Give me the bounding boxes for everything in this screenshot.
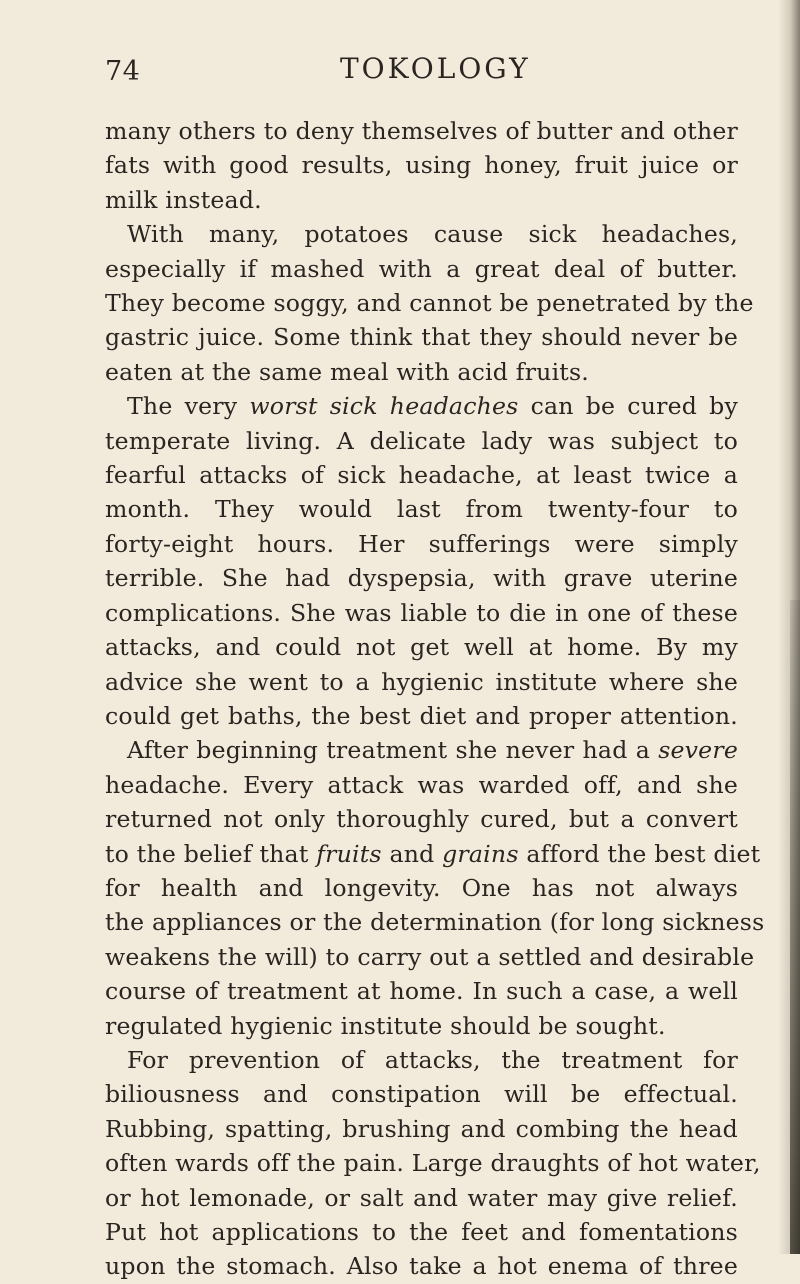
- text-line: [105, 1249, 738, 1283]
- text-line: [105, 905, 765, 939]
- text-line: [105, 630, 738, 664]
- page-edge-dark-shadow: [790, 600, 800, 1254]
- text-line: [105, 217, 738, 251]
- text-run: often wards off the pain. Large draughts of hot water,: [105, 1149, 761, 1178]
- text-line: [105, 424, 738, 458]
- text-line: [105, 1146, 761, 1180]
- page-number: 74: [105, 56, 141, 87]
- text-run: upon the stomach. Also take a hot enema of three: [105, 1252, 738, 1281]
- text-line: [105, 355, 738, 389]
- text-run: weakens the will) to carry out a settled and desirable: [105, 942, 755, 971]
- text-run: especially if mashed with a great deal of butter.: [105, 254, 738, 283]
- text-run: or hot lemonade, or salt and water may give relief.: [105, 1183, 738, 1212]
- text-line: [105, 389, 738, 423]
- text-line: [105, 492, 738, 526]
- text-run: gastric juice. Some think that they should never be: [105, 323, 738, 352]
- text-run: and: [381, 839, 443, 868]
- text-line: [105, 768, 738, 802]
- text-line: [105, 286, 754, 320]
- italic-text: worst sick headaches: [249, 392, 519, 421]
- text-line: [105, 940, 755, 974]
- text-run: With many, potatoes cause sick headaches,: [127, 220, 738, 249]
- text-run: milk instead.: [105, 185, 262, 214]
- running-title: TOKOLOGY: [340, 52, 531, 85]
- italic-text: severe: [658, 736, 738, 765]
- text-line: [105, 148, 738, 182]
- text-line: [105, 1181, 738, 1215]
- text-run: many others to deny themselves of butter and other: [105, 117, 738, 145]
- text-run: the appliances or the determination (for long sickness: [105, 908, 765, 937]
- text-line: [105, 252, 738, 286]
- text-run: For prevention of attacks, the treatment for: [127, 1045, 738, 1074]
- italic-text: grains: [442, 839, 519, 868]
- text-line: [105, 596, 738, 630]
- text-line: [105, 320, 738, 354]
- text-line: [105, 665, 738, 699]
- text-line: [105, 837, 761, 871]
- text-line: [105, 183, 738, 217]
- text-line: [105, 1077, 738, 1111]
- text-run: They become soggy, and cannot be penetrated by the: [105, 289, 754, 318]
- text-run: fats with good results, using honey, fruit juice or: [105, 151, 738, 180]
- text-line: [105, 802, 738, 836]
- text-run: returned not only thoroughly cured, but a convert: [105, 805, 738, 834]
- text-line: [105, 733, 738, 767]
- text-run: month. They would last from twenty-four to: [105, 495, 738, 524]
- text-line: [105, 699, 738, 733]
- body-text: [105, 114, 765, 1284]
- text-line: [105, 974, 738, 1008]
- text-line: [105, 1215, 738, 1249]
- text-run: headache. Every attack was warded off, and she: [105, 770, 738, 799]
- text-line: [105, 561, 738, 595]
- text-run: afford the best diet: [518, 839, 761, 868]
- text-run: temperate living. A delicate lady was subject to: [105, 426, 738, 455]
- text-run: attacks, and could not get well at home. By my: [105, 633, 738, 662]
- text-run: The very: [127, 392, 250, 421]
- text-run: fearful attacks of sick headache, at least twice a: [105, 461, 738, 490]
- text-line: [105, 871, 738, 905]
- text-line: [105, 1009, 738, 1043]
- text-run: Rubbing, spatting, brushing and combing the head: [105, 1114, 738, 1143]
- text-run: for health and longevity. One has not always: [105, 873, 738, 902]
- text-run: can be cured by: [518, 392, 738, 421]
- page-header: [105, 52, 745, 92]
- text-run: terrible. She had dyspepsia, with grave uterine: [105, 564, 738, 593]
- text-line: [105, 1043, 738, 1077]
- text-line: [105, 527, 738, 561]
- text-line: [105, 1112, 738, 1146]
- text-run: regulated hygienic institute should be sought.: [105, 1011, 666, 1040]
- text-run: forty-eight hours. Her sufferings were simply: [105, 529, 738, 558]
- text-run: eaten at the same meal with acid fruits.: [105, 357, 589, 386]
- text-run: advice she went to a hygienic institute where she: [105, 667, 738, 696]
- text-run: to the belief that: [105, 839, 317, 868]
- text-line: [105, 114, 738, 148]
- text-run: course of treatment at home. In such a case, a well: [105, 977, 738, 1006]
- text-run: Put hot applications to the feet and fomentations: [105, 1218, 738, 1246]
- text-run: biliousness and constipation will be effectual.: [105, 1080, 738, 1109]
- text-line: [105, 458, 738, 492]
- text-run: could get baths, the best diet and proper attention.: [105, 701, 738, 730]
- text-run: After beginning treatment she never had a: [127, 736, 659, 765]
- text-run: complications. She was liable to die in one of these: [105, 598, 738, 627]
- italic-text: fruits: [316, 839, 382, 868]
